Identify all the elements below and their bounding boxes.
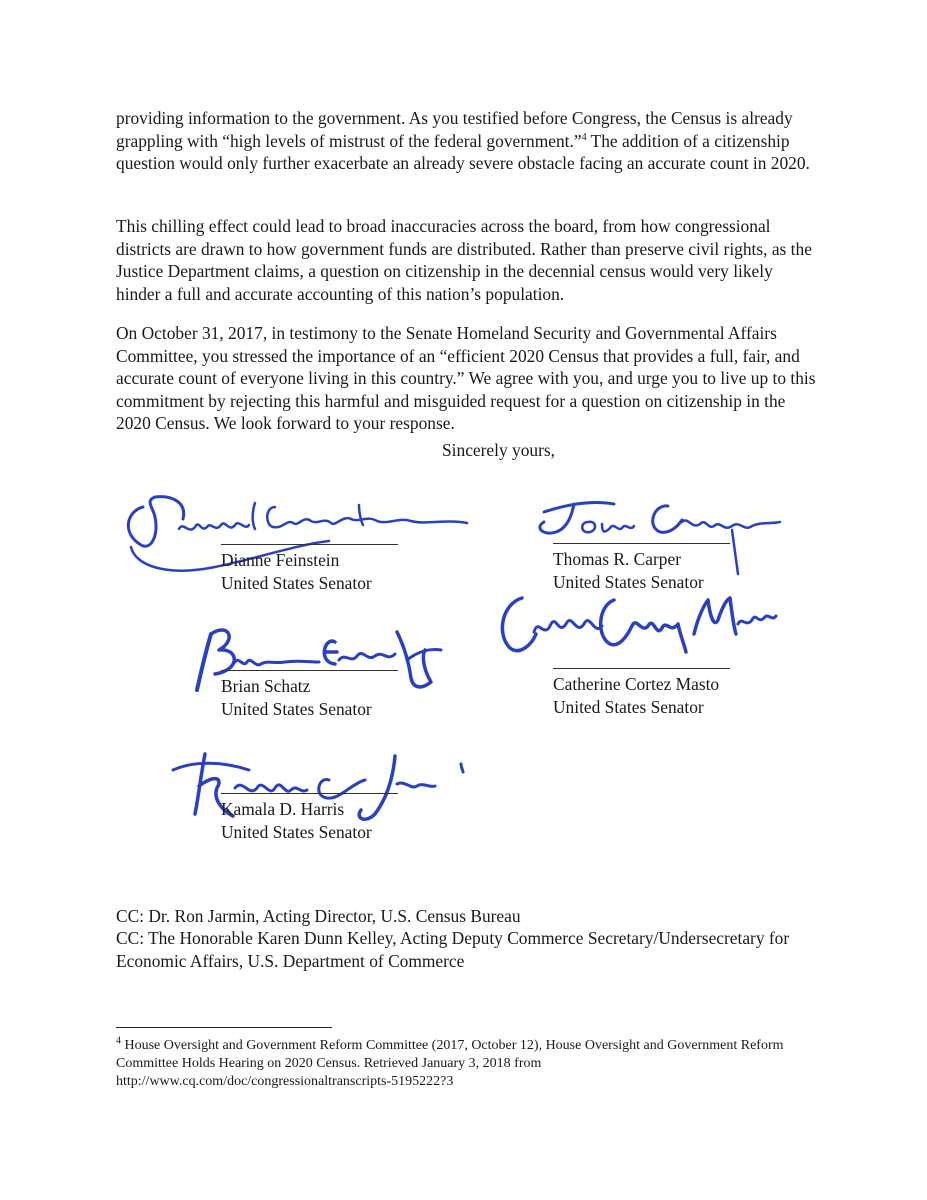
paragraph-1-text: providing information to the government. As you testified before Congress, the Census is already grappling with “high levels of mistrust of the federal government.” <box>116 108 793 151</box>
signature-line <box>221 793 398 794</box>
signature-block-harris <box>221 798 372 843</box>
signatory-name: Kamala D. Harris <box>221 799 345 819</box>
signatory-title: United States Senator <box>553 696 704 717</box>
closing-salutation: Sincerely yours, <box>442 440 556 460</box>
body-paragraph-1 <box>116 107 816 175</box>
footnote-marker: 4 <box>116 1035 121 1047</box>
signatory-name: Dianne Feinstein <box>221 550 340 570</box>
signatory-name: Catherine Cortez Masto <box>553 674 720 694</box>
paragraph-1-text-continued: The addition of a citizenship question would only further exacerbate an already severe obstacle facing an accurate count in 2020. <box>116 130 810 173</box>
signatory-title: United States Senator <box>221 698 372 719</box>
signatory-name: Brian Schatz <box>221 676 311 696</box>
signature-block-masto <box>553 673 719 718</box>
cc-line-1: CC: Dr. Ron Jarmin, Acting Director, U.S. Census Bureau <box>116 906 521 926</box>
cc-line-2: CC: The Honorable Karen Dunn Kelley, Acting Deputy Commerce Secretary/Undersecretary for Economic Affairs, U.S. Department of Commerce <box>116 928 790 971</box>
signatory-title: United States Senator <box>553 571 704 592</box>
signature-line <box>221 544 398 545</box>
body-paragraph-2: This chilling effect could lead to broad inaccuracies across the board, from how congressional districts are drawn to how government funds are distributed. Rather than preserve civil rights, as the Justice Department claims, a question on citizenship in the decennial census would very likely hinder a full and accurate accounting of this nation’s population. <box>116 216 812 304</box>
signature-line <box>221 670 398 671</box>
signature-line <box>553 543 730 544</box>
footnote <box>116 1037 816 1091</box>
signature-line <box>553 668 730 669</box>
footnote-reference: 4 <box>581 131 587 143</box>
footnote-text: House Oversight and Government Reform Committee (2017, October 12), House Oversight and Government Reform Committee Holds Hearing on 2020 Census. Retrieved January 3, 2018 from http://www.cq.com/doc/congressionaltranscripts-5195222?3 <box>116 1038 784 1089</box>
signature-block-schatz <box>221 675 372 720</box>
footnote-divider <box>116 1027 332 1028</box>
body-paragraph-3: On October 31, 2017, in testimony to the Senate Homeland Security and Governmental Affairs Committee, you stressed the importance of an “efficient 2020 Census that provides a full, fair, and accurate count of everyone living in this country.” We agree with you, and urge you to live up to this commitment by rejecting this harmful and misguided request for a question on citizenship in the 2020 Census. We look forward to your response. <box>116 323 816 433</box>
signatory-name: Thomas R. Carper <box>553 549 681 569</box>
signatory-title: United States Senator <box>221 572 372 593</box>
signature-block-carper <box>553 548 704 593</box>
signatory-title: United States Senator <box>221 821 372 842</box>
signature-block-feinstein <box>221 549 372 594</box>
